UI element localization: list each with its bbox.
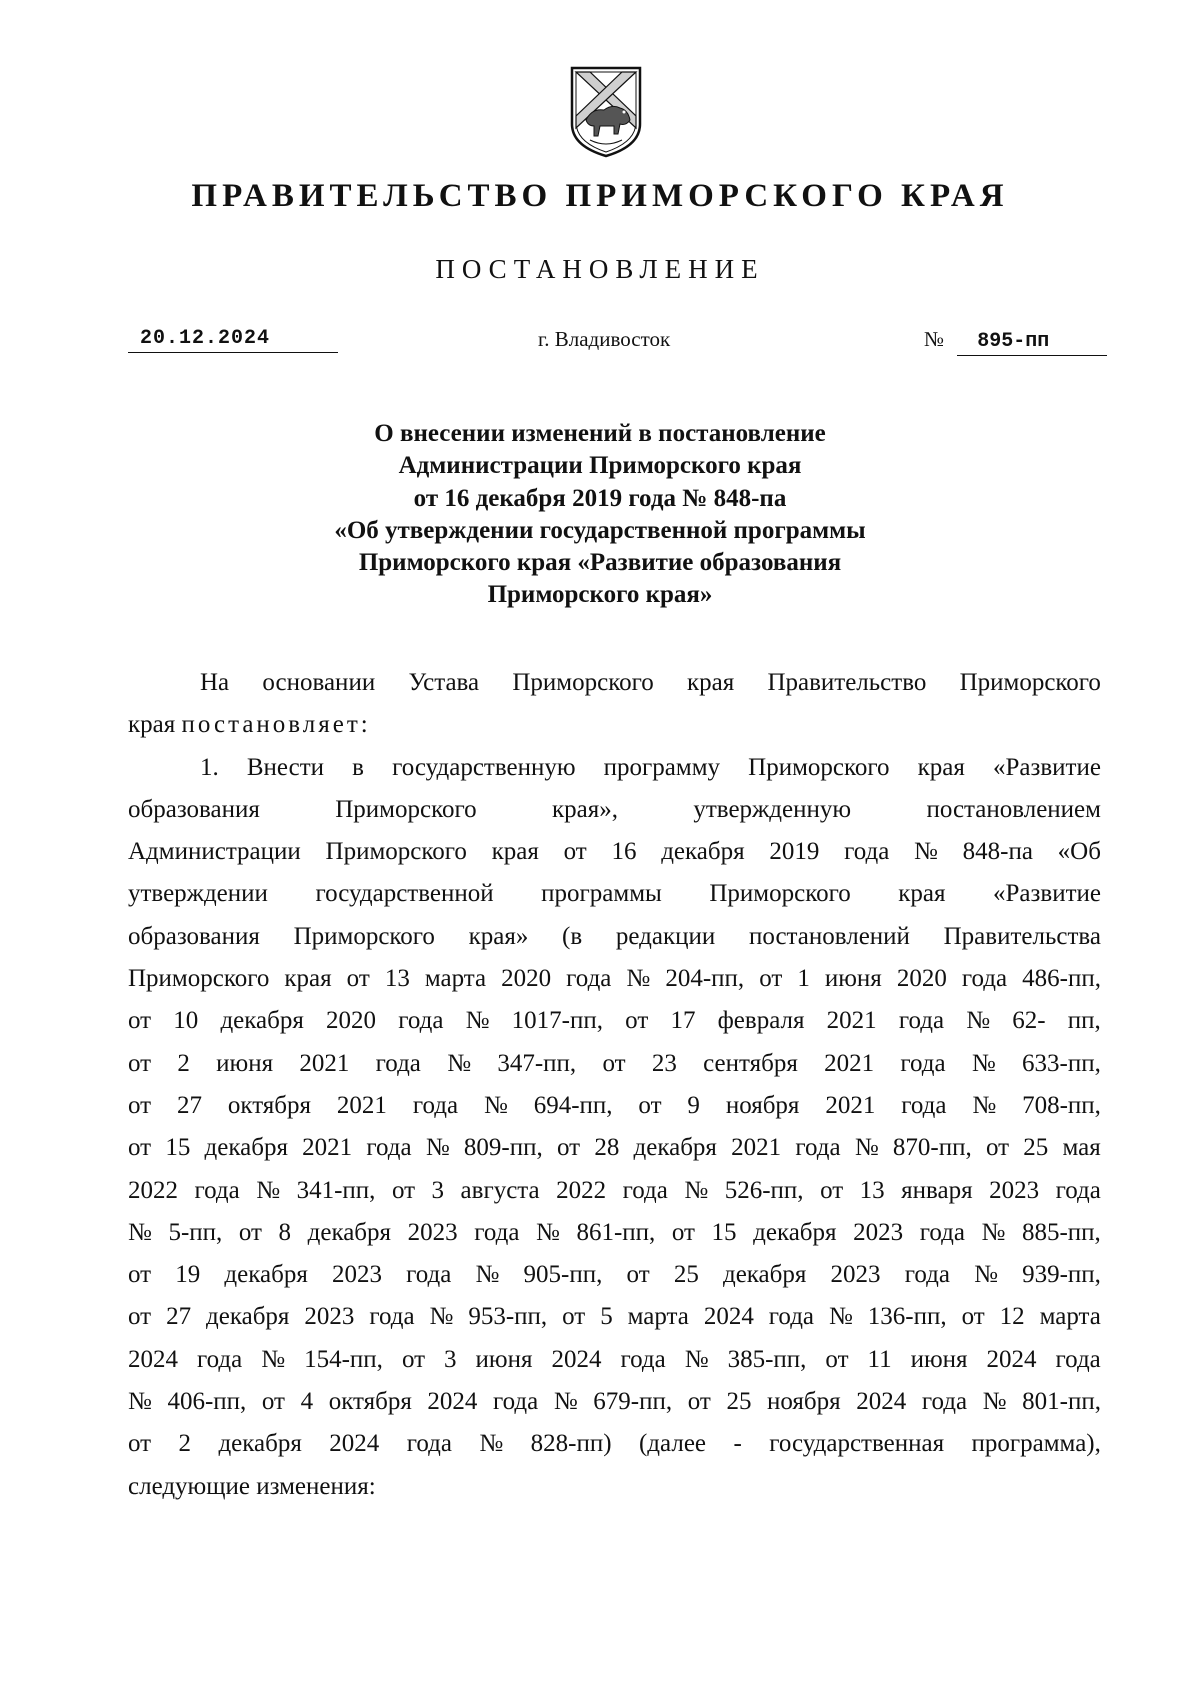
word: года xyxy=(844,838,890,866)
word: Приморского xyxy=(709,880,851,908)
word: редакции xyxy=(615,922,716,950)
word: 2023 xyxy=(331,1261,382,1289)
word: 885-пп, xyxy=(1021,1218,1101,1246)
word: 19 xyxy=(175,1261,201,1289)
word: образования xyxy=(128,922,260,950)
word: от xyxy=(128,1303,152,1331)
coat-of-arms-icon xyxy=(568,64,644,160)
word: от xyxy=(626,1261,650,1289)
word: 708-пп, xyxy=(1022,1091,1101,1119)
body-line xyxy=(128,1000,1101,1042)
word: 4 xyxy=(300,1388,314,1416)
word: Приморского xyxy=(293,922,435,950)
word: от xyxy=(820,1176,844,1204)
word: 27 xyxy=(177,1091,202,1119)
word: «Развитие xyxy=(992,753,1101,781)
body-line xyxy=(128,1423,1101,1465)
word: № xyxy=(828,1303,853,1331)
word: 406-пп, xyxy=(167,1388,247,1416)
word: № xyxy=(261,1345,286,1373)
word: марта xyxy=(1039,1303,1101,1331)
word: года xyxy=(375,1049,421,1077)
word: края» xyxy=(468,922,529,950)
word: 828-пп) xyxy=(530,1430,612,1458)
word: 1 xyxy=(797,965,810,993)
document-city: г. Владивосток xyxy=(538,327,671,351)
word: 10 xyxy=(173,1007,199,1035)
word: Приморского xyxy=(128,965,270,993)
word: декабря xyxy=(307,1218,392,1246)
word: № xyxy=(553,1388,578,1416)
word: № xyxy=(974,1261,998,1289)
word: утверждении xyxy=(128,880,268,908)
word: года xyxy=(366,1134,412,1162)
word: года xyxy=(493,1388,539,1416)
word: декабря xyxy=(204,1134,288,1162)
word: года xyxy=(1055,1176,1101,1204)
word: года xyxy=(194,1176,240,1204)
word: года xyxy=(622,1176,668,1204)
word: утвержденную xyxy=(693,795,852,823)
word: Приморского xyxy=(335,795,477,823)
word: № xyxy=(128,1218,152,1246)
word: № xyxy=(966,1007,991,1035)
word: пп, xyxy=(1067,1007,1101,1035)
word: 2022 xyxy=(128,1176,178,1204)
word: 2024 xyxy=(856,1388,907,1416)
word: 2024 xyxy=(329,1430,380,1458)
body-line xyxy=(128,1254,1101,1296)
body-line xyxy=(128,789,1101,831)
word: от xyxy=(759,965,783,993)
word: декабря xyxy=(722,1261,807,1289)
word: 2019 xyxy=(769,838,820,866)
word: 1017-пп, xyxy=(511,1007,603,1035)
word: года xyxy=(961,965,1008,993)
word: постановлений xyxy=(748,922,910,950)
word: 16 xyxy=(611,838,637,866)
word: № xyxy=(447,1049,472,1077)
word: (в xyxy=(562,922,583,950)
word: № xyxy=(854,1134,879,1162)
body-line xyxy=(128,1381,1101,1423)
word: в xyxy=(352,753,364,781)
word: года xyxy=(620,1345,666,1373)
word: декабря xyxy=(218,1430,302,1458)
word: программа), xyxy=(971,1430,1101,1458)
word: 5 xyxy=(600,1303,613,1331)
body-line xyxy=(128,1085,1101,1127)
word: 2024 xyxy=(986,1345,1037,1373)
word: 2023 xyxy=(853,1218,904,1246)
document-meta xyxy=(128,326,1098,358)
document-subject xyxy=(0,418,1200,612)
body-line xyxy=(128,916,1101,958)
word: 2021 xyxy=(826,1007,877,1035)
word: 15 xyxy=(165,1134,191,1162)
word: от xyxy=(625,1007,649,1035)
word: № xyxy=(981,1218,1006,1246)
word: от xyxy=(562,1303,586,1331)
word: 2 xyxy=(177,1049,190,1077)
body-line xyxy=(128,1466,1101,1508)
body-line xyxy=(128,1043,1101,1085)
word: 204-пп, xyxy=(665,965,745,993)
word: 3 xyxy=(431,1176,445,1204)
word: октября xyxy=(227,1091,312,1119)
word: 1. xyxy=(200,753,219,781)
word: года xyxy=(1055,1345,1101,1373)
word: края xyxy=(284,965,332,993)
word: № xyxy=(971,1049,996,1077)
body-line xyxy=(128,1339,1101,1381)
word: № xyxy=(475,1261,500,1289)
word: 486-пп, xyxy=(1022,965,1101,993)
subject-line: от 16 декабря 2019 года № 848-па xyxy=(413,484,787,512)
word: года xyxy=(898,1007,945,1035)
word: от xyxy=(638,1091,662,1119)
word: года xyxy=(904,1261,950,1289)
word: от xyxy=(563,838,587,866)
word: от xyxy=(128,1430,152,1458)
word: 154-пп, xyxy=(304,1345,383,1373)
word: Правительство xyxy=(767,669,927,696)
body-line xyxy=(128,873,1101,915)
body-text: края xyxy=(128,711,182,739)
word: 2021 xyxy=(824,1049,875,1077)
body-line xyxy=(128,831,1101,873)
word: года xyxy=(406,1430,452,1458)
word: государственная xyxy=(769,1430,945,1458)
word: 2020 xyxy=(896,965,947,993)
word: 2023 xyxy=(304,1303,355,1331)
word: края xyxy=(898,880,946,908)
word: от xyxy=(261,1388,285,1416)
word: 11 xyxy=(867,1345,892,1373)
word: (далее xyxy=(638,1430,707,1458)
word: от xyxy=(961,1303,985,1331)
word: от xyxy=(391,1176,416,1204)
word: от xyxy=(401,1345,426,1373)
word: от xyxy=(128,1091,152,1119)
document-type: ПОСТАНОВЛЕНИЕ xyxy=(435,254,765,284)
word: 2020 xyxy=(326,1007,377,1035)
word: На xyxy=(200,669,230,696)
body-line xyxy=(128,662,1101,704)
document-body xyxy=(128,662,1101,1508)
word: № xyxy=(479,1430,504,1458)
word: марта xyxy=(627,1303,689,1331)
word: № xyxy=(626,965,651,993)
word: февраля xyxy=(717,1007,805,1035)
word: декабря xyxy=(220,1007,304,1035)
word: 809-пп, xyxy=(463,1134,543,1162)
word: от xyxy=(556,1134,581,1162)
paragraph-amendment xyxy=(128,747,1101,1466)
word: - xyxy=(733,1430,742,1458)
word: года xyxy=(369,1303,415,1331)
word: Приморского xyxy=(325,838,467,866)
word: 2023 xyxy=(407,1218,458,1246)
word: № xyxy=(914,838,938,866)
word: Устава xyxy=(408,669,480,696)
word: 3 xyxy=(444,1345,457,1373)
word: 2021 xyxy=(299,1049,350,1077)
word: 953-пп, xyxy=(468,1303,548,1331)
word: 347-пп, xyxy=(497,1049,577,1077)
body-line xyxy=(128,1212,1101,1254)
word: Правительства xyxy=(943,922,1101,950)
word: № xyxy=(536,1218,560,1246)
word: декабря xyxy=(661,838,745,866)
word: от xyxy=(671,1218,695,1246)
word: 25 xyxy=(673,1261,699,1289)
word: года xyxy=(795,1134,841,1162)
word: от xyxy=(687,1388,711,1416)
word: декабря xyxy=(206,1303,290,1331)
word: сентября xyxy=(703,1049,798,1077)
word: ноября xyxy=(725,1091,800,1119)
word: года xyxy=(566,965,612,993)
word: 341-пп, xyxy=(296,1176,376,1204)
word: края xyxy=(917,753,965,781)
word: июня xyxy=(824,965,882,993)
word: основании xyxy=(262,669,376,696)
word: 2020 xyxy=(501,965,552,993)
word: 15 xyxy=(711,1218,737,1246)
word: государственной xyxy=(315,880,494,908)
word: 2021 xyxy=(731,1134,782,1162)
word: программы xyxy=(541,880,662,908)
word: 2021 xyxy=(825,1091,876,1119)
word: 870-пп, xyxy=(892,1134,972,1162)
word: от xyxy=(128,1261,152,1289)
word: № xyxy=(684,1345,709,1373)
word: октября xyxy=(328,1388,412,1416)
word: года xyxy=(900,1049,946,1077)
word: декабря xyxy=(224,1261,308,1289)
body-line xyxy=(128,1296,1101,1338)
word: 23 xyxy=(651,1049,677,1077)
word: июня xyxy=(910,1345,968,1373)
word: 8 xyxy=(278,1218,292,1246)
word: января xyxy=(901,1176,973,1204)
word: постановлением xyxy=(926,795,1101,823)
word: 694-пп, xyxy=(533,1091,613,1119)
word: 17 xyxy=(670,1007,696,1035)
word: 9 xyxy=(687,1091,700,1119)
body-text-spaced: постановляет: xyxy=(181,711,371,739)
word: 2024 xyxy=(427,1388,478,1416)
word: от xyxy=(238,1218,262,1246)
subject-line: Приморского края» xyxy=(487,581,713,609)
word: 2024 xyxy=(128,1345,178,1373)
word: 385-пп, xyxy=(727,1345,807,1373)
word: 801-пп, xyxy=(1022,1388,1101,1416)
word: 13 xyxy=(384,965,410,993)
word: 12 xyxy=(999,1303,1025,1331)
word: 2022 xyxy=(556,1176,607,1204)
document-number: 895-пп xyxy=(957,329,1107,356)
word: года xyxy=(919,1218,965,1246)
body-line xyxy=(128,704,1101,746)
word: 679-пп, xyxy=(593,1388,673,1416)
document-number-field xyxy=(924,326,1107,356)
word: 27 xyxy=(166,1303,192,1331)
subject-line: Приморского края «Развитие образования xyxy=(358,549,842,577)
word: года xyxy=(406,1261,452,1289)
word: 28 xyxy=(594,1134,620,1162)
word: № xyxy=(429,1303,454,1331)
word: № xyxy=(425,1134,450,1162)
word: года xyxy=(901,1091,947,1119)
word: 939-пп, xyxy=(1022,1261,1101,1289)
word: «Развитие xyxy=(993,880,1101,908)
word: декабря xyxy=(753,1218,837,1246)
subject-line: О внесении изменений в постановление xyxy=(374,420,826,447)
word: года xyxy=(197,1345,243,1373)
word: от xyxy=(346,965,370,993)
body-line xyxy=(128,958,1101,1000)
word: июня xyxy=(216,1049,274,1077)
word: ноября xyxy=(767,1388,841,1416)
word: года xyxy=(921,1388,968,1416)
word: края xyxy=(491,838,539,866)
word: 905-пп, xyxy=(523,1261,603,1289)
word: 136-пп, xyxy=(867,1303,947,1331)
word: от xyxy=(985,1134,1010,1162)
word: 13 xyxy=(859,1176,885,1204)
word: 633-пп, xyxy=(1022,1049,1101,1077)
word: 2 xyxy=(178,1430,192,1458)
body-line xyxy=(128,1127,1101,1169)
word: от xyxy=(602,1049,626,1077)
subject-line: «Об утверждении государственной программы xyxy=(334,516,866,544)
word: края xyxy=(686,669,735,696)
word: края», xyxy=(551,795,618,823)
number-sign: № xyxy=(924,327,945,351)
word: 2023 xyxy=(830,1261,881,1289)
word: 526-пп, xyxy=(724,1176,804,1204)
word: программу xyxy=(603,753,721,781)
body-text: следующие изменения: xyxy=(128,1472,376,1500)
word: Приморского xyxy=(512,669,654,696)
word: 25 xyxy=(1023,1134,1049,1162)
word: 2024 xyxy=(551,1345,602,1373)
word: Приморского xyxy=(748,753,890,781)
word: 5-пп, xyxy=(168,1218,223,1246)
word: 62- xyxy=(1012,1007,1046,1035)
word: № xyxy=(128,1388,152,1416)
word: мая xyxy=(1062,1134,1101,1162)
word: 861-пп, xyxy=(576,1218,656,1246)
word: от xyxy=(128,1134,152,1162)
word: 2021 xyxy=(336,1091,387,1119)
word: августа xyxy=(460,1176,540,1204)
word: № xyxy=(465,1007,490,1035)
subject-line: Администрации Приморского края xyxy=(398,452,802,480)
word: года xyxy=(768,1303,815,1331)
word: Внести xyxy=(246,753,325,781)
word: от xyxy=(825,1345,849,1373)
word: образования xyxy=(128,795,260,823)
word: от xyxy=(128,1049,152,1077)
government-title: ПРАВИТЕЛЬСТВО ПРИМОРСКОГО КРАЯ xyxy=(191,178,1009,214)
document-date: 20.12.2024 xyxy=(128,326,338,353)
word: 2021 xyxy=(302,1134,353,1162)
body-line xyxy=(128,747,1101,789)
word: 25 xyxy=(726,1388,752,1416)
word: года xyxy=(398,1007,444,1035)
word: года xyxy=(412,1091,459,1119)
word: декабря xyxy=(633,1134,717,1162)
word: июня xyxy=(475,1345,533,1373)
word: 2023 xyxy=(989,1176,1040,1204)
word: Приморского xyxy=(959,669,1101,696)
word: № xyxy=(684,1176,709,1204)
word: № xyxy=(483,1091,508,1119)
word: от xyxy=(128,1007,152,1035)
word: марта xyxy=(424,965,487,993)
word: № xyxy=(256,1176,281,1204)
word: года xyxy=(474,1218,520,1246)
word: 2024 xyxy=(703,1303,754,1331)
word: государственную xyxy=(392,753,576,781)
word: 848-па xyxy=(962,838,1033,866)
body-line xyxy=(128,1170,1101,1212)
word: № xyxy=(972,1091,997,1119)
word: «Об xyxy=(1057,838,1101,866)
word: № xyxy=(982,1388,1007,1416)
word: Администрации xyxy=(128,838,301,866)
